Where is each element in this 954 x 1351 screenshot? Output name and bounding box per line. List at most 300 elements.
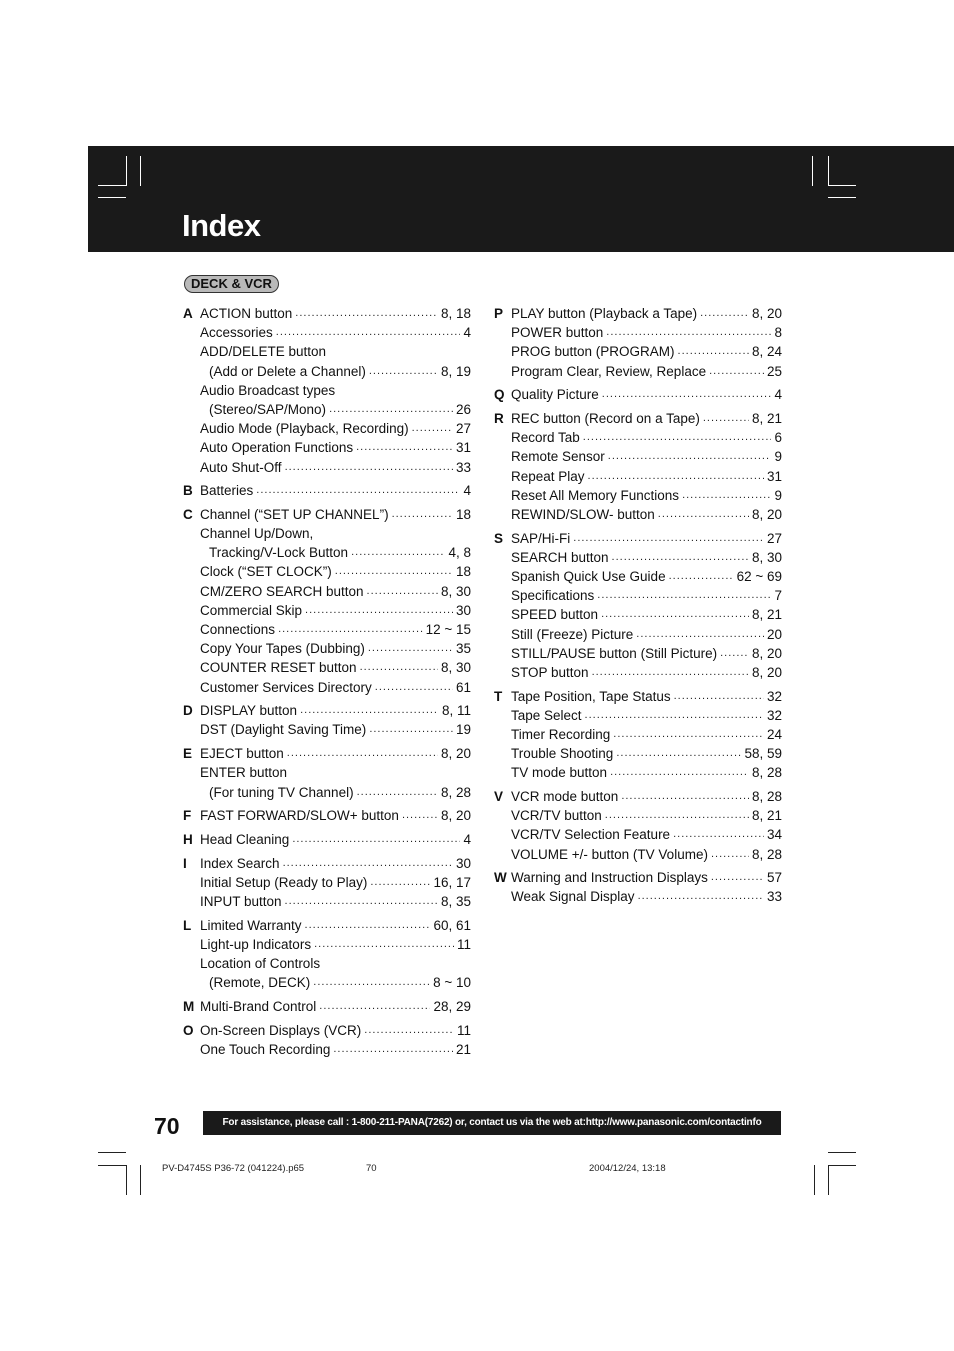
index-entry [209,973,471,992]
index-letter: M [183,998,195,1014]
entry-page: 8, 28 [440,784,471,800]
index-entry [209,400,471,419]
index-letter: O [183,1022,194,1038]
index-entry [511,567,782,586]
crop-mark [828,1165,829,1195]
entry-page: 4 [463,325,471,341]
index-entry [200,873,471,892]
dot-leader [256,481,460,500]
entry-text: Channel Up/Down, [200,526,314,542]
dot-leader [283,854,453,873]
index-entry [200,323,471,342]
entry-page: 24 [766,726,782,742]
entry-page: 19 [455,722,471,738]
crop-mark [828,156,829,186]
dot-leader [356,438,453,457]
crop-mark [98,185,126,186]
dot-leader [597,586,771,605]
entry-text: REC button (Record on a Tape) [511,410,700,426]
index-letter: L [183,917,192,933]
dot-leader [305,916,431,935]
index-entry [200,658,471,677]
dot-leader [678,342,749,361]
entry-text: Program Clear, Review, Replace [511,363,707,379]
dot-leader [392,505,453,524]
dot-leader [673,825,764,844]
index-entry [511,687,782,706]
entry-text: Channel (“SET UP CHANNEL”) [200,506,389,522]
entry-text: ADD/DELETE button [200,344,327,360]
index-group [183,854,471,912]
index-group [183,1021,471,1059]
entry-page: 8, 20 [751,645,782,661]
dot-leader [351,543,445,562]
index-entry [200,763,471,782]
dot-leader [287,744,438,763]
index-entry [200,562,471,581]
entry-page: 11 [456,1022,471,1038]
dot-leader [335,562,453,581]
entry-text: Auto Shut-Off [200,459,282,475]
dot-leader [412,419,453,438]
entry-page: 35 [455,641,471,657]
entry-page: 9 [774,487,782,503]
index-entry [200,830,471,849]
index-group [494,385,782,404]
page-number: 70 [154,1113,180,1139]
entry-page: 27 [455,421,471,437]
index-entry [511,586,782,605]
entry-text: Tape Position, Tape Status [511,688,671,704]
entry-page: 62 ~ 69 [736,568,782,584]
index-entry [511,323,782,342]
entry-page: 31 [455,440,471,456]
entry-text: Spanish Quick Use Guide [511,568,666,584]
crop-mark [828,1165,856,1166]
dot-leader [300,701,439,720]
index-entry [511,428,782,447]
dot-leader [402,806,438,825]
entry-page: 58, 59 [744,746,782,762]
index-group [494,687,782,783]
dot-leader [674,687,764,706]
entry-page: 4 [463,483,471,499]
index-entry [511,706,782,725]
index-group [494,409,782,524]
index-entry [209,362,471,381]
index-group [183,304,471,477]
dot-leader [573,529,764,548]
index-letter: H [183,831,193,847]
index-entry [511,887,782,906]
entry-page: 27 [766,530,782,546]
entry-text: DISPLAY button [200,703,298,719]
index-entry [511,505,782,524]
entry-text: Tracking/V-Lock Button [209,545,349,561]
footer-page: 70 [366,1163,377,1174]
entry-page: 7 [774,588,782,604]
index-entry [200,892,471,911]
entry-page: 28, 29 [433,998,471,1014]
index-entry [511,409,782,428]
index-entry [209,783,471,802]
entry-page: 12 ~ 15 [425,622,471,637]
entry-text: Accessories [200,325,273,341]
entry-text: Light-up Indicators [200,936,312,952]
entry-text: Reset All Memory Functions [511,487,680,503]
dot-leader [583,428,772,447]
entry-text: Specifications [511,588,595,604]
index-entry [200,1040,471,1059]
entry-text: Audio Mode (Playback, Recording) [200,421,409,437]
index-entry [511,825,782,844]
entry-text: Customer Services Directory [200,679,372,695]
index-entry [511,625,782,644]
entry-text: Quality Picture [511,387,599,403]
dot-leader [709,362,764,381]
footer-date: 2004/12/24, 13:18 [589,1163,666,1174]
crop-mark [126,1165,127,1195]
entry-page: 8, 18 [440,306,471,321]
entry-text: Batteries [200,483,254,499]
dot-leader [370,873,430,892]
entry-text: DST (Daylight Saving Time) [200,722,367,738]
entry-text: TV mode button [511,765,608,781]
entry-page: 31 [766,468,782,484]
entry-text: STOP button [511,664,589,680]
index-entry [200,678,471,697]
entry-page: 8, 30 [440,583,471,599]
dot-leader [313,973,430,992]
index-letter: V [494,789,504,804]
dot-leader [605,806,749,825]
index-group [494,529,782,683]
entry-text: PROG button (PROGRAM) [511,344,675,360]
index-entry [511,744,782,763]
entry-page: 20 [766,626,782,642]
index-entry [200,438,471,457]
dot-leader [601,605,749,624]
entry-text: (For tuning TV Channel) [209,784,354,800]
dot-leader [305,601,453,620]
index-entry [200,720,471,739]
entry-page: 11 [456,936,471,952]
dot-leader [375,678,453,697]
dot-leader [606,323,771,342]
entry-page: 33 [766,889,782,905]
dot-leader [703,409,749,428]
dot-leader [621,787,749,806]
index-entry [511,304,782,323]
crop-mark [140,156,141,186]
index-letter: P [494,306,504,321]
entry-text: VCR/TV button [511,808,602,824]
dot-leader [682,486,771,505]
entry-page: 8, 24 [751,344,782,360]
entry-text: SEARCH button [511,549,609,565]
entry-page: 8, 30 [440,660,471,676]
entry-page: 8, 20 [751,506,782,522]
index-entry [200,701,471,720]
entry-page: 8, 20 [751,306,782,321]
dot-leader [636,625,764,644]
entry-text: EJECT button [200,746,284,762]
entry-text: On-Screen Displays (VCR) [200,1022,362,1038]
entry-text: VCR mode button [511,789,619,804]
entry-page: 18 [455,506,471,522]
entry-page: 8 ~ 10 [433,975,471,991]
entry-text: Commercial Skip [200,602,303,618]
entry-page: 60, 61 [433,917,471,933]
index-entry [511,529,782,548]
entry-text: CM/ZERO SEARCH button [200,583,364,599]
crop-mark [828,1152,856,1153]
crop-mark [814,1165,815,1195]
index-letter: S [494,530,504,546]
dot-leader [357,783,438,802]
dot-leader [285,458,453,477]
index-entry [200,304,471,323]
entry-text: Timer Recording [511,726,611,742]
dot-leader [669,567,734,586]
entry-text: FAST FORWARD/SLOW+ button [200,808,399,824]
index-entry [511,644,782,663]
index-entry [200,458,471,477]
index-letter: Q [494,387,505,403]
dot-leader [369,362,438,381]
entry-text: Clock (“SET CLOCK”) [200,564,332,580]
entry-page: 8, 21 [751,808,782,824]
entry-page: 6 [774,430,782,446]
entry-text: Audio Broadcast types [200,382,336,398]
index-entry [511,605,782,624]
entry-text: VOLUME +/- button (TV Volume) [511,846,708,862]
index-entry [209,543,471,562]
entry-page: 32 [766,707,782,723]
entry-page: 8, 28 [751,765,782,781]
entry-text: REWIND/SLOW- button [511,506,655,522]
entry-text: Warning and Instruction Displays [511,870,708,886]
dot-leader [333,1040,453,1059]
index-entry [511,845,782,864]
entry-page: 9 [774,449,782,465]
entry-page: 25 [766,363,782,379]
assistance-banner: For assistance, please call : 1-800-211-PANA(7262) or, contact us via the web at:http://www.panasonic.com/contactinfo [203,1111,781,1135]
entry-text: (Remote, DECK) [209,975,311,991]
index-letter: I [183,855,187,871]
index-entry [200,381,471,400]
entry-text: Repeat Play [511,468,585,484]
footer-file: PV-D4745S P36-72 (041224).p65 [162,1163,305,1174]
entry-text: STILL/PAUSE button (Still Picture) [511,645,718,661]
entry-page: 30 [455,602,471,618]
entry-text: Trouble Shooting [511,746,614,762]
index-entry [511,447,782,466]
index-entry [200,954,471,973]
dot-leader [638,887,764,906]
entry-text: COUNTER RESET button [200,660,357,676]
entry-text: SAP/Hi-Fi [511,530,571,546]
index-entry [511,548,782,567]
entry-page: 8, 30 [751,549,782,565]
dot-leader [720,644,749,663]
index-entry [200,342,471,361]
index-group [183,481,471,500]
dot-leader [711,868,764,887]
dot-leader [364,1021,454,1040]
entry-page: 26 [455,401,471,417]
index-group [494,304,782,381]
index-entry [200,481,471,500]
index-group [183,830,471,849]
crop-mark [126,156,127,186]
entry-text: Index Search [200,855,280,871]
dot-leader [319,997,430,1016]
entry-text: Copy Your Tapes (Dubbing) [200,641,365,657]
dot-leader [278,620,423,639]
index-group [183,806,471,825]
entry-page: 8, 28 [751,846,782,862]
index-entry [200,744,471,763]
index-entry [200,916,471,935]
dot-leader [292,830,460,849]
entry-text: Still (Freeze) Picture [511,626,634,642]
index-entry [511,385,782,404]
entry-text: Location of Controls [200,956,321,971]
dot-leader [602,385,772,404]
index-entry [200,505,471,524]
index-group [494,868,782,906]
index-entry [200,601,471,620]
entry-text: VCR/TV Selection Feature [511,827,671,843]
entry-page: 8, 20 [440,808,471,824]
dot-leader [314,935,454,954]
index-letter: F [183,808,192,824]
index-entry [200,639,471,658]
index-entry [200,854,471,873]
dot-leader [588,467,764,486]
crop-mark [98,1165,126,1166]
dot-leader [285,892,438,911]
index-entry [200,620,471,639]
index-letter: W [494,870,507,886]
index-group [183,505,471,697]
entry-text: ACTION button [200,306,293,321]
entry-page: 57 [766,870,782,886]
crop-mark [98,197,126,198]
dot-leader [585,706,764,725]
entry-text: Limited Warranty [200,917,302,933]
entry-page: 8, 20 [440,746,471,762]
entry-text: PLAY button (Playback a Tape) [511,306,698,321]
entry-text: Multi-Brand Control [200,998,317,1014]
entry-text: Initial Setup (Ready to Play) [200,874,368,890]
index-entry [511,362,782,381]
entry-text: POWER button [511,325,604,341]
index-letter: E [183,746,193,762]
dot-leader [616,744,741,763]
index-group [183,744,471,802]
entry-text: (Stereo/SAP/Mono) [209,401,327,417]
dot-leader [368,639,453,658]
dot-leader [360,658,438,677]
index-entry [200,806,471,825]
index-letter: R [494,410,504,426]
index-letter: T [494,688,503,704]
index-group [183,997,471,1016]
dot-leader [369,720,453,739]
entry-page: 8, 28 [751,789,782,804]
dot-leader [295,304,438,323]
dot-leader [610,763,749,782]
page-title: Index [182,208,261,243]
entry-page: 32 [766,688,782,704]
entry-text: Weak Signal Display [511,889,635,905]
index-group [183,701,471,739]
crop-mark [828,197,856,198]
index-entry [200,1021,471,1040]
entry-page: 21 [455,1041,471,1057]
dot-leader [711,845,749,864]
index-entry [511,467,782,486]
index-entry [511,787,782,806]
entry-text: Head Cleaning [200,831,290,847]
index-entry [200,997,471,1016]
crop-mark [140,1165,141,1195]
entry-text: Tape Select [511,707,582,723]
index-entry [511,342,782,361]
entry-page: 30 [455,855,471,871]
index-entry [511,486,782,505]
dot-leader [592,663,749,682]
entry-page: 8 [774,325,782,341]
index-entry [511,806,782,825]
index-letter: D [183,703,193,719]
index-entry [200,524,471,543]
entry-page: 8, 21 [751,607,782,623]
dot-leader [608,447,772,466]
section-label: DECK & VCR [184,275,279,293]
dot-leader [276,323,461,342]
entry-page: 8, 35 [440,893,471,909]
index-entry [200,935,471,954]
index-entry [511,763,782,782]
entry-page: 61 [455,679,471,695]
entry-page: 33 [455,459,471,475]
crop-mark [828,185,856,186]
entry-page: 8, 20 [751,664,782,680]
entry-page: 18 [455,564,471,580]
index-entry [200,419,471,438]
index-letter: A [183,306,193,321]
index-entry [511,868,782,887]
index-entry [200,582,471,601]
index-letter: C [183,506,193,522]
entry-text: One Touch Recording [200,1041,331,1057]
entry-page: 8, 21 [751,410,782,426]
index-entry [511,663,782,682]
entry-page: 8, 11 [441,703,471,719]
entry-text: Record Tab [511,430,580,446]
entry-text: ENTER button [200,765,288,781]
dot-leader [700,304,749,323]
dot-leader [329,400,453,419]
entry-page: 4 [463,831,471,847]
dot-leader [612,548,749,567]
crop-mark [98,1152,126,1153]
entry-page: 34 [766,827,782,843]
dot-leader [367,582,438,601]
